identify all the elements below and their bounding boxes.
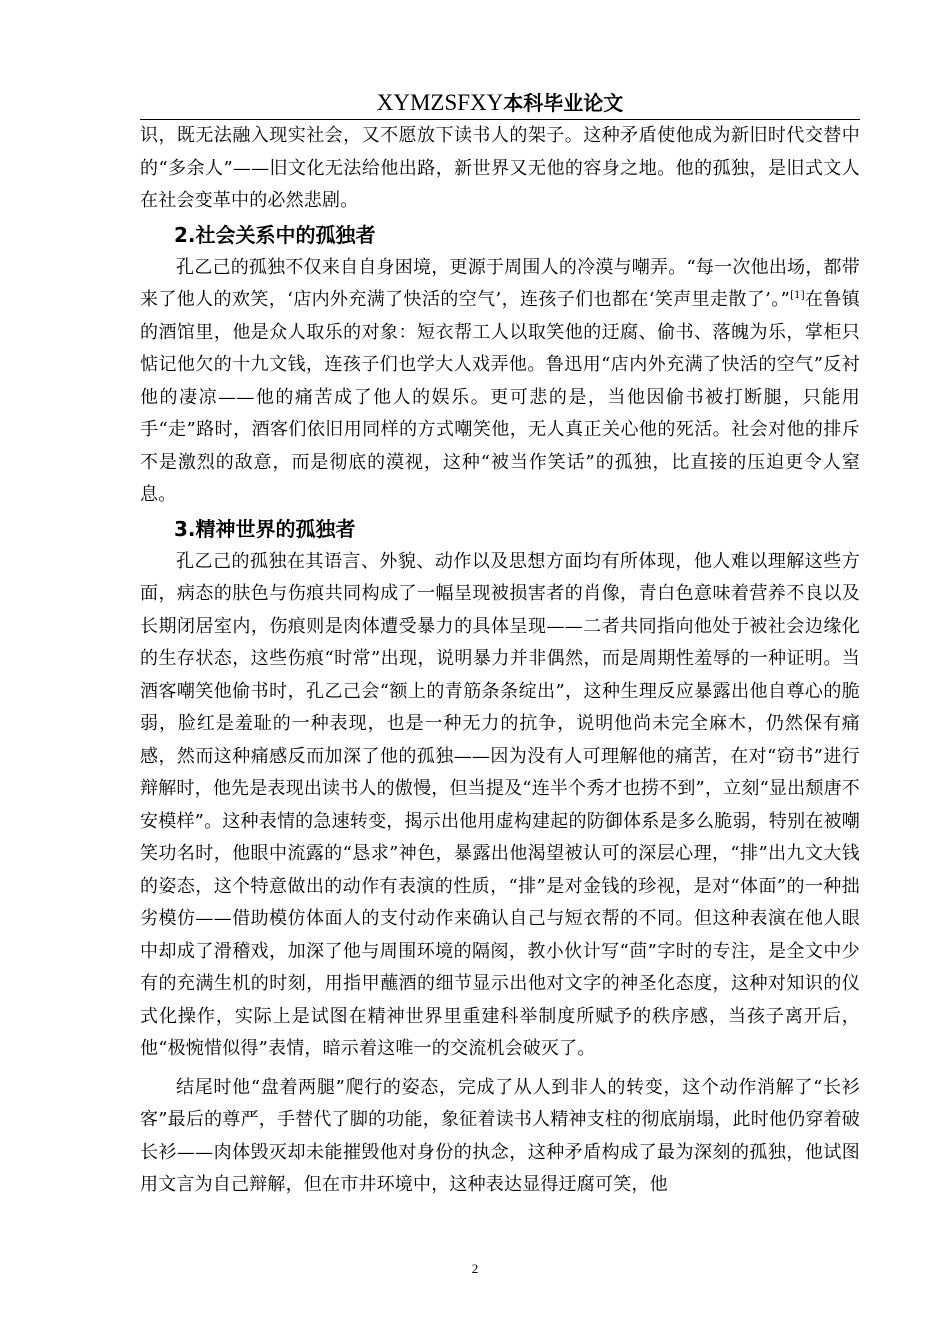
paragraph-spiritual-world: 孔乙己的孤独在其语言、外貌、动作以及思想方面均有所体现，他人难以理解这些方面，病态的肤色与伤痕共同构成了一幅呈现被损害者的肖像，青白色意味着营养不良以及长期闭居室内，伤痕则是肉体遭受暴力的具体呈现——二者共同指向他处于被社会边缘化的生存状态，这些伤痕“时常”出现，说明暴力并非偶然，而是周期性羞辱的一种证明。当酒客嘲笑他偷书时，孔乙己会“额上的青筋条条绽出”，这种生理反应暴露出他自尊心的脆弱，脸红是羞耻的一种表现，也是一种无力的抗争，说明他尚未完全麻木，仍然保有痛感，然而这种痛感反而加深了他的孤独——因为没有人可理解他的痛苦，在对“窃书”进行辩解时，他先是表现出读书人的傲慢，但当提及“连半个秀才也捞不到”，立刻“显出颓唐不安模样”。这种表情的急速转变，揭示出他用虚构建起的防御体系是多么脆弱，特别在被嘲笑功名时，他眼中流露的“恳求”神色，暴露出他渴望被认可的深层心理，“排”出九文大钱的姿态，这个特意做出的动作有表演的性质，“排”是对金钱的珍视，是对“体面”的一种拙劣模仿——借助模仿体面人的支付动作来确认自己与短衣帮的不同。但这种表演在他人眼中却成了滑稽戏，加深了他与周围环境的隔阂，教小伙计写“茴”字时的专注，是全文中少有的充满生机的时刻，用指甲蘸酒的细节显示出他对文字的神圣化态度，这种对知识的仪式化操作，实际上是试图在精神世界里重建科举制度所赋予的秩序感，当孩子离开后，他“极惋惜似得”表情，暗示着这唯一的交流机会破灭了。 xyxy=(140,550,860,1059)
citation-ref[interactable]: [1] xyxy=(790,290,805,301)
section-heading-2: 2.社会关系中的孤独者 xyxy=(174,222,376,247)
header-title-latin: XYMZSFXY xyxy=(376,90,504,115)
paragraph-text: 在鲁镇的酒馆里，他是众人取乐的对象：短衣帮工人以取笑他的迂腐、偷书、落魄为乐，掌柜只惦记他欠的十九文钱，连孩子们也学大人戏弄他。鲁迅用“店内外充满了快活的空气”反衬他的凄凉——他的痛苦成了他人的娱乐。更可悲的是，当他因偷书被打断腿，只能用手“走”路时，酒客们依旧用同样的方式嘲笑他，无人真正关心他的死活。社会对他的排斥不是激烈的敌意，而是彻底的漠视，这种“被当作笑话”的孤独，比直接的压迫更令人窒息。 xyxy=(140,289,860,505)
paragraph-social-relations xyxy=(140,252,860,512)
section-heading-3: 3.精神世界的孤独者 xyxy=(174,516,356,541)
page-number: 2 xyxy=(471,1261,479,1276)
document-body xyxy=(140,120,860,1202)
paragraph-continued: 识，既无法融入现实社会，又不愿放下读书人的架子。这种矛盾使他成为新旧时代交替中的“多余人”——旧文化无法给他出路，新世界又无他的容身之地。他的孤独，是旧式文人在社会变革中的必然悲剧。 xyxy=(140,125,860,211)
paragraph-text: 孔乙己的孤独不仅来自自身困境，更源于周围人的冷漠与嘲弄。“每一次他出场，都带来了他人的欢笑，‘店内外充满了快活的空气’，连孩子们也都在‘笑声里走散了’。” xyxy=(140,256,860,310)
header-title-cjk: 本科毕业论文 xyxy=(503,91,624,115)
page-header xyxy=(140,88,860,120)
paragraph-ending: 结尾时他“盘着两腿”爬行的姿态，完成了从人到非人的转变，这个动作消解了“长衫客”最后的尊严，手替代了脚的功能，象征着读书人精神支柱的彻底崩塌，此时他仍穿着破长衫——肉体毁灭却未能摧毁他对身份的执念，这种矛盾构成了最为深刻的孤独，他试图用文言为自己辩解，但在市井环境中，这种表达显得迂腐可笑，他 xyxy=(140,1076,860,1195)
